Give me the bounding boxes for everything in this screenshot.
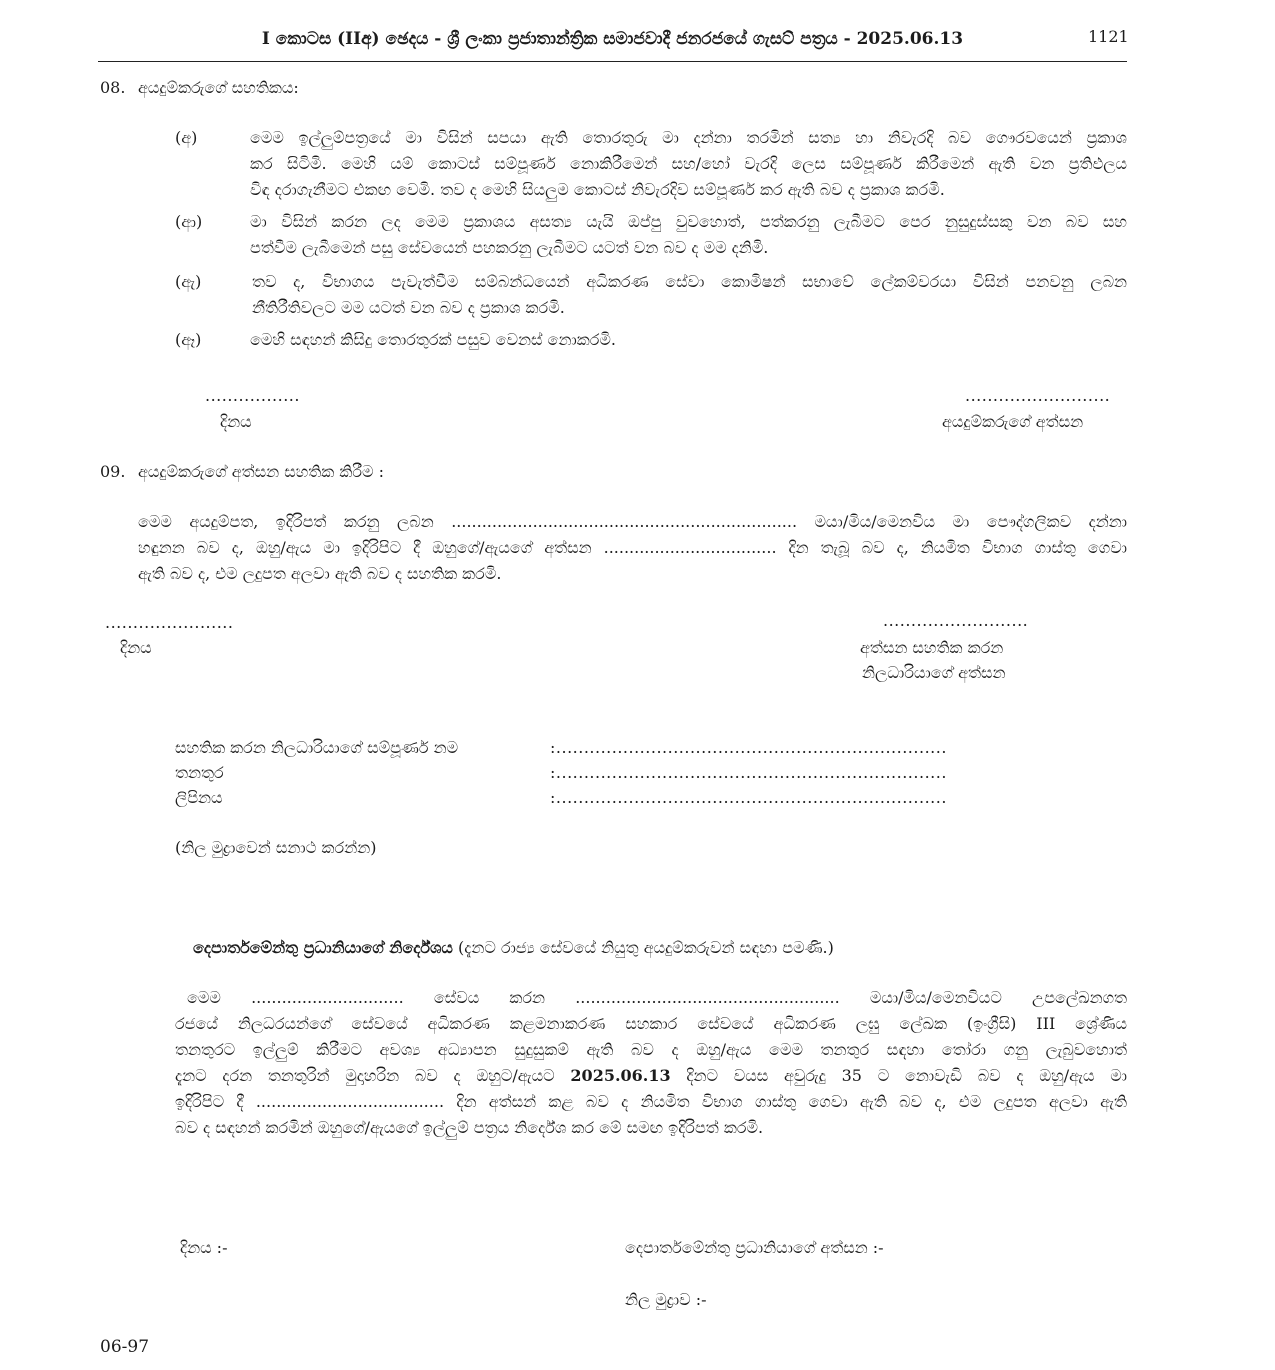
paragraph-line: කර සිටිමි. මෙහි යම් කොටස් සම්පූර්ණ නොකිරීමෙන් සහ/හෝ වැරදි ලෙස සම්පූර්ණ කිරීමෙන් ඇති වන ප්‍රතිඵලය (250, 154, 1127, 173)
field-label-address: ලිපිනය (175, 788, 223, 807)
date-label: දිනය :- (180, 1238, 228, 1257)
paragraph-line: තව ද, විභාගය පැවැත්වීම සම්බන්ධයෙන් අධිකරණ සේවා කොමිෂන් සභාවේ ලේකම්වරයා විසින් පනවනු ලබන (252, 272, 1127, 291)
recommendation-paragraph (175, 985, 1127, 1141)
paragraph-line: මෙම අයදුම්පත, ඉදිරිපත් කරනු ලබන .................................................................... මයා/මිය/මෙනවිය මා පෞද්ගලිකව දන්නා (138, 512, 1127, 531)
certification-paragraph (138, 509, 1127, 587)
item-marker: (ඇ) (175, 272, 202, 291)
field-blank-full-name: :...................................................................... (550, 738, 947, 757)
paragraph-line: නීතිරීතිවලට මම යටත් වන බව ද ප්‍රකාශ කරමි. (252, 298, 565, 317)
paragraph-line: මෙම .............................. සේවය කරන .................................................... මයා/මිය/මෙනවියට උපලේඛනගත (187, 988, 1127, 1007)
paragraph-line: මෙහි සඳහන් කිසිදු තොරතුරක් පසුව වෙනස් නොකරමි. (250, 330, 616, 349)
certifying-officer-signature-label: නිලධාරියාගේ අත්සන (862, 663, 1006, 682)
header-rule (98, 61, 1127, 62)
field-label-designation: තනතුර (175, 763, 224, 782)
field-blank-designation: :...................................................................... (550, 763, 947, 782)
item-marker: (ඈ) (175, 330, 202, 349)
page-number: 1121 (1088, 27, 1129, 46)
recommendation-note: (දැනට රාජ්‍ය සේවයේ නියුතු අයදුම්කරුවන් සඳහා පමණි.) (458, 938, 834, 957)
section-08-number: 08. (100, 78, 126, 97)
signature-blank: .......................... (883, 611, 1029, 630)
signature-blank: .......................... (965, 386, 1111, 405)
recommendation-title: දෙපාර්තමේන්තු ප්‍රධානියාගේ නිර්දේශය (193, 938, 453, 957)
line-text: දැනට දරන තනතුරින් මුදාහරින බව ද ඔහුට/ඇයට (175, 1066, 571, 1085)
item-text (252, 269, 1127, 321)
date-blank: ................. (205, 386, 300, 405)
field-blank-address: :...................................................................... (550, 788, 947, 807)
paragraph-line (175, 1063, 1127, 1089)
official-seal-label: නිල මුද්‍රාව :- (625, 1290, 707, 1309)
date-label: දිනය (120, 638, 152, 657)
section-09-number: 09. (100, 462, 126, 481)
paragraph-line: තනතුරට ඉල්ලුම් කිරීමට අවශ්‍ය අධ්‍යාපන සුදුසුකම් ඇති බව ද ඔහු/ඇය මෙම තනතුර සඳහා තෝරා ගනු ලැබුවහොත් (175, 1040, 1127, 1059)
item-text (250, 209, 1127, 261)
paragraph-line: රජයේ නිලධරයන්ගේ සේවයේ අධිකරණ කළමනාකරණ සහකාර සේවයේ අධිකරණ ලඝු ලේඛක (ඉංග්‍රීසි) III ශ්‍රේණිය (175, 1014, 1127, 1033)
paragraph-line: පත්වීම ලැබීමෙන් පසු සේවයෙන් පහකරනු ලැබීමට යටත් වන බව ද මම දනිමි. (250, 238, 769, 257)
line-text: දිනට වයස අවුරුදු 35 ට නොවැඩි බව ද ඔහු/ඇය මා (670, 1066, 1127, 1085)
paragraph-line: ඇති බව ද, එම ලදුපත අලවා ඇති බව ද සහතික කරමි. (138, 564, 502, 583)
paragraph-line: මෙම ඉල්ලුම්පත්‍රයේ මා විසින් සපයා ඇති තොරතුරු මා දන්නා තරමින් සත්‍ය හා නිවැරදි බව ගෞරවයෙන් ප්‍රකාශ (250, 128, 1127, 147)
recommendation-heading (193, 935, 834, 961)
paragraph-line: මා විසින් කරන ලද මෙම ප්‍රකාශය අසත්‍ය යැයි ඔප්පු වුවහොත්, පත්කරනු ලැබීමට පෙර නුසුදුස්සකු වන බව සහ (250, 212, 1127, 231)
age-reference-date: 2025.06.13 (570, 1066, 671, 1085)
section-09-title: අයදුම්කරුගේ අත්සන සහතික කිරීම : (138, 462, 384, 481)
field-label-full-name: සහතික කරන නිලධාරියාගේ සම්පූර්ණ නම (175, 738, 459, 757)
paragraph-line: විඳ දරාගැනීමට එකඟ වෙමි. තව ද මෙහි සියලුම කොටස් නිවැරදිව සම්පූර්ණ කර ඇති බව ද ප්‍රකාශ කරමි. (250, 180, 945, 199)
item-marker: (අ) (175, 128, 198, 147)
paragraph-line: හඳුනන බව ද, ඔහු/ඇය මා ඉදිරිපිට දී ඔහුගේ/ඇයගේ අත්සන .................................. දින තැබූ බව ද, නියමිත විභාග ගාස්තු ගෙවා (138, 538, 1127, 557)
item-text (250, 125, 1127, 203)
item-text (250, 327, 1127, 353)
date-blank: ....................... (105, 613, 234, 632)
date-label: දිනය (220, 412, 252, 431)
gazette-header-title: I කොටස (IIඅ) ඡෙදය - ශ්‍රී ලංකා ප්‍රජාතාන්ත්‍රික සමාජවාදී ජනරජයේ ගැසට් පත්‍රය - 2025.06.13 (261, 29, 964, 49)
official-seal-note: (නිල මුද්‍රාවෙන් සනාථ කරන්න) (175, 838, 377, 857)
section-08-title: අයදුම්කරුගේ සහතිකය: (138, 78, 299, 97)
footer-code: 06-97 (100, 1337, 150, 1357)
item-marker: (ආ) (175, 212, 203, 231)
department-head-signature-label: දෙපාර්තමේන්තු ප්‍රධානියාගේ අත්සන :- (625, 1238, 884, 1257)
certifying-officer-signature-label: අත්සන සහතික කරන (860, 638, 1004, 657)
applicant-signature-label: අයදුම්කරුගේ අත්සන (942, 412, 1084, 431)
paragraph-line: ඉදිරිපිට දී ..................................... දින අත්සන් කළ බව ද නියමිත විභාග ගාස්තු ගෙවා ඇති බව ද, එම ලදුපත අලවා ඇති (175, 1092, 1127, 1111)
paragraph-line: බව ද සඳහන් කරමින් ඔහුගේ/ඇයගේ ඉල්ලුම් පත්‍රය නිර්දේශ කර මේ සමඟ ඉදිරිපත් කරමි. (175, 1118, 764, 1137)
